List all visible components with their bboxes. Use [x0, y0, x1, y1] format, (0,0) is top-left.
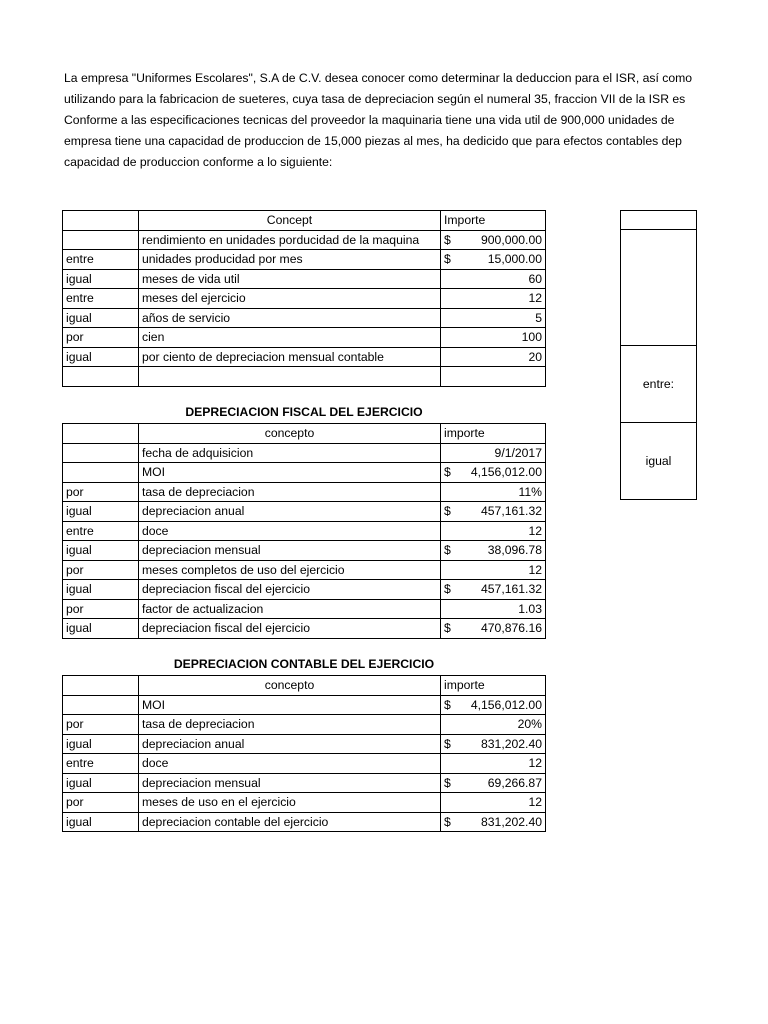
operator-cell[interactable]: igual: [63, 269, 139, 289]
amount-cell[interactable]: [441, 619, 546, 639]
operator-cell[interactable]: igual: [63, 773, 139, 793]
amount-cell[interactable]: [441, 541, 546, 561]
amount-cell[interactable]: [441, 754, 546, 774]
header-cell-op[interactable]: [63, 424, 139, 444]
table-row: [63, 328, 546, 348]
amount-value: 20%: [517, 717, 542, 732]
concept-cell[interactable]: meses de uso en el ejercicio: [139, 793, 441, 813]
amount-value: 60: [528, 271, 542, 286]
amount-value: 5: [535, 310, 542, 325]
concept-cell[interactable]: cien: [139, 328, 441, 348]
table-row: [63, 599, 546, 619]
concept-cell[interactable]: por ciento de depreciacion mensual contable: [139, 347, 441, 367]
concept-cell[interactable]: meses de vida util: [139, 269, 441, 289]
operator-cell[interactable]: por: [63, 599, 139, 619]
table-row: [63, 521, 546, 541]
amount-cell[interactable]: [441, 482, 546, 502]
accounting-depreciation-title: DEPRECIACION CONTABLE DEL EJERCICIO: [173, 657, 435, 671]
table-row: [63, 482, 546, 502]
concept-cell[interactable]: años de servicio: [139, 308, 441, 328]
table-row: [63, 230, 546, 250]
amount-value: 12: [528, 756, 542, 771]
currency-symbol: $: [444, 736, 451, 751]
currency-symbol: $: [444, 621, 451, 636]
concept-cell[interactable]: depreciacion fiscal del ejercicio: [139, 580, 441, 600]
units-depreciation-table: [62, 210, 546, 387]
table-row: [63, 695, 546, 715]
operator-cell[interactable]: entre: [63, 754, 139, 774]
concept-cell[interactable]: MOI: [139, 695, 441, 715]
currency-symbol: $: [444, 504, 451, 519]
currency-symbol: $: [444, 582, 451, 597]
concept-cell[interactable]: depreciacion mensual: [139, 773, 441, 793]
operator-cell[interactable]: [63, 695, 139, 715]
table-row: [63, 443, 546, 463]
amount-value: 11%: [518, 484, 542, 499]
table-row: [63, 773, 546, 793]
side-cell-header[interactable]: [621, 211, 696, 229]
operator-cell[interactable]: [63, 463, 139, 483]
amount-cell[interactable]: [441, 328, 546, 348]
side-cell-empty[interactable]: [621, 229, 696, 345]
amount-value: 900,000.00: [481, 232, 542, 247]
concept-cell[interactable]: tasa de depreciacion: [139, 482, 441, 502]
concept-cell[interactable]: depreciacion fiscal del ejercicio: [139, 619, 441, 639]
header-row: [63, 676, 546, 696]
amount-value: 470,876.16: [481, 621, 542, 636]
amount-value: 457,161.32: [481, 582, 542, 597]
concept-cell[interactable]: depreciacion contable del ejercicio: [139, 812, 441, 832]
concept-cell[interactable]: depreciacion anual: [139, 502, 441, 522]
concept-cell[interactable]: doce: [139, 754, 441, 774]
amount-cell[interactable]: [441, 230, 546, 250]
amount-value: 4,156,012.00: [470, 697, 542, 712]
table-row: [63, 619, 546, 639]
table-row: [63, 250, 546, 270]
accounting-depreciation-table: [62, 675, 546, 832]
header-cell-op[interactable]: [63, 211, 139, 231]
amount-cell[interactable]: [441, 250, 546, 270]
intro-line: empresa tiene una capacidad de produccion de 15,000 piezas al mes, ha dedicido que para efectos contables dep: [64, 134, 682, 148]
concept-cell[interactable]: tasa de depreciacion: [139, 715, 441, 735]
table-row: [63, 269, 546, 289]
concept-cell[interactable]: fecha de adquisicion: [139, 443, 441, 463]
amount-value: 15,000.00: [487, 252, 542, 267]
amount-cell[interactable]: [441, 599, 546, 619]
operator-cell[interactable]: [63, 443, 139, 463]
header-cell-concept[interactable]: concepto: [139, 676, 441, 696]
operator-cell[interactable]: por: [63, 793, 139, 813]
amount-value: 457,161.32: [481, 504, 542, 519]
concept-cell[interactable]: meses del ejercicio: [139, 289, 441, 309]
amount-value: 1.03: [518, 601, 542, 616]
amount-cell[interactable]: [441, 812, 546, 832]
header-cell-op[interactable]: [63, 676, 139, 696]
table-row: [63, 289, 546, 309]
operator-cell[interactable]: por: [63, 560, 139, 580]
intro-line: La empresa "Uniformes Escolares", S.A de C.V. desea conocer como determinar la deduccion para el ISR, así como: [64, 71, 693, 85]
amount-value: 12: [528, 562, 542, 577]
amount-cell[interactable]: [441, 289, 546, 309]
operator-cell[interactable]: igual: [63, 308, 139, 328]
table-row: [63, 734, 546, 754]
side-table: [620, 210, 697, 500]
concept-cell[interactable]: [139, 367, 441, 387]
table-row: [63, 367, 546, 387]
currency-symbol: $: [444, 697, 451, 712]
table-row: [63, 580, 546, 600]
amount-value: 9/1/2017: [494, 445, 542, 460]
operator-cell[interactable]: igual: [63, 580, 139, 600]
amount-value: 100: [521, 330, 542, 345]
amount-cell[interactable]: [441, 367, 546, 387]
amount-value: 12: [528, 291, 542, 306]
operator-cell[interactable]: por: [63, 328, 139, 348]
fiscal-depreciation-title: DEPRECIACION FISCAL DEL EJERCICIO: [185, 405, 423, 419]
amount-value: 4,156,012.00: [470, 465, 542, 480]
amount-value: 12: [528, 795, 542, 810]
amount-cell[interactable]: [441, 560, 546, 580]
header-cell-amount[interactable]: importe: [441, 676, 546, 696]
concept-cell[interactable]: rendimiento en unidades porducidad de la maquina: [139, 230, 441, 250]
currency-symbol: $: [444, 465, 451, 480]
table-row: [63, 347, 546, 367]
table-row: [63, 793, 546, 813]
operator-cell[interactable]: por: [63, 482, 139, 502]
amount-cell[interactable]: [441, 308, 546, 328]
table-row: [63, 754, 546, 774]
operator-cell[interactable]: igual: [63, 619, 139, 639]
amount-cell[interactable]: [441, 269, 546, 289]
currency-symbol: $: [444, 775, 451, 790]
amount-cell[interactable]: [441, 502, 546, 522]
amount-cell[interactable]: [441, 443, 546, 463]
operator-cell[interactable]: igual: [63, 812, 139, 832]
amount-cell[interactable]: [441, 715, 546, 735]
side-cell-entre[interactable]: entre:: [621, 345, 696, 422]
currency-symbol: $: [444, 814, 451, 829]
concept-cell[interactable]: meses completos de uso del ejercicio: [139, 560, 441, 580]
amount-value: 69,266.87: [487, 775, 542, 790]
concept-cell[interactable]: doce: [139, 521, 441, 541]
table-row: [63, 541, 546, 561]
intro-line: Conforme a las especificaciones tecnicas del proveedor la maquinaria tiene una vida util de 900,000 unidades de: [64, 113, 675, 127]
operator-cell[interactable]: igual: [63, 541, 139, 561]
amount-value: 20: [528, 349, 542, 364]
fiscal-depreciation-table: [62, 423, 546, 639]
table-row: [63, 560, 546, 580]
operator-cell[interactable]: por: [63, 715, 139, 735]
amount-cell[interactable]: [441, 347, 546, 367]
header-cell-concept[interactable]: Concept: [139, 211, 441, 231]
table-row: [63, 715, 546, 735]
table-row: [63, 308, 546, 328]
operator-cell[interactable]: [63, 230, 139, 250]
currency-symbol: $: [444, 543, 451, 558]
amount-value: 831,202.40: [481, 736, 542, 751]
table-row: [63, 463, 546, 483]
concept-cell[interactable]: depreciacion mensual: [139, 541, 441, 561]
operator-cell[interactable]: igual: [63, 734, 139, 754]
amount-value: 38,096.78: [487, 543, 542, 558]
amount-cell[interactable]: [441, 695, 546, 715]
intro-line: utilizando para la fabricacion de sueteres, cuya tasa de depreciacion según el numeral 35, fraccion VII de la ISR es: [64, 92, 686, 106]
operator-cell[interactable]: entre: [63, 521, 139, 541]
operator-cell[interactable]: entre: [63, 250, 139, 270]
amount-cell[interactable]: [441, 463, 546, 483]
amount-value: 12: [528, 523, 542, 538]
amount-cell[interactable]: [441, 521, 546, 541]
currency-symbol: $: [444, 232, 451, 247]
amount-value: 831,202.40: [481, 814, 542, 829]
concept-cell[interactable]: unidades producidad por mes: [139, 250, 441, 270]
table-row: [63, 502, 546, 522]
operator-cell[interactable]: igual: [63, 347, 139, 367]
amount-cell[interactable]: [441, 734, 546, 754]
header-cell-amount[interactable]: Importe: [441, 211, 546, 231]
header-row: [63, 211, 546, 231]
amount-cell[interactable]: [441, 773, 546, 793]
concept-cell[interactable]: MOI: [139, 463, 441, 483]
amount-cell[interactable]: [441, 580, 546, 600]
header-row: [63, 424, 546, 444]
intro-line: capacidad de produccion conforme a lo siguiente:: [64, 155, 333, 169]
currency-symbol: $: [444, 252, 451, 267]
intro-paragraph: [64, 68, 768, 173]
concept-cell[interactable]: factor de actualizacion: [139, 599, 441, 619]
header-cell-concept[interactable]: concepto: [139, 424, 441, 444]
concept-cell[interactable]: depreciacion anual: [139, 734, 441, 754]
operator-cell[interactable]: igual: [63, 502, 139, 522]
operator-cell[interactable]: [63, 367, 139, 387]
side-cell-igual[interactable]: igual: [621, 422, 696, 499]
header-cell-amount[interactable]: importe: [441, 424, 546, 444]
operator-cell[interactable]: entre: [63, 289, 139, 309]
table-row: [63, 812, 546, 832]
amount-cell[interactable]: [441, 793, 546, 813]
